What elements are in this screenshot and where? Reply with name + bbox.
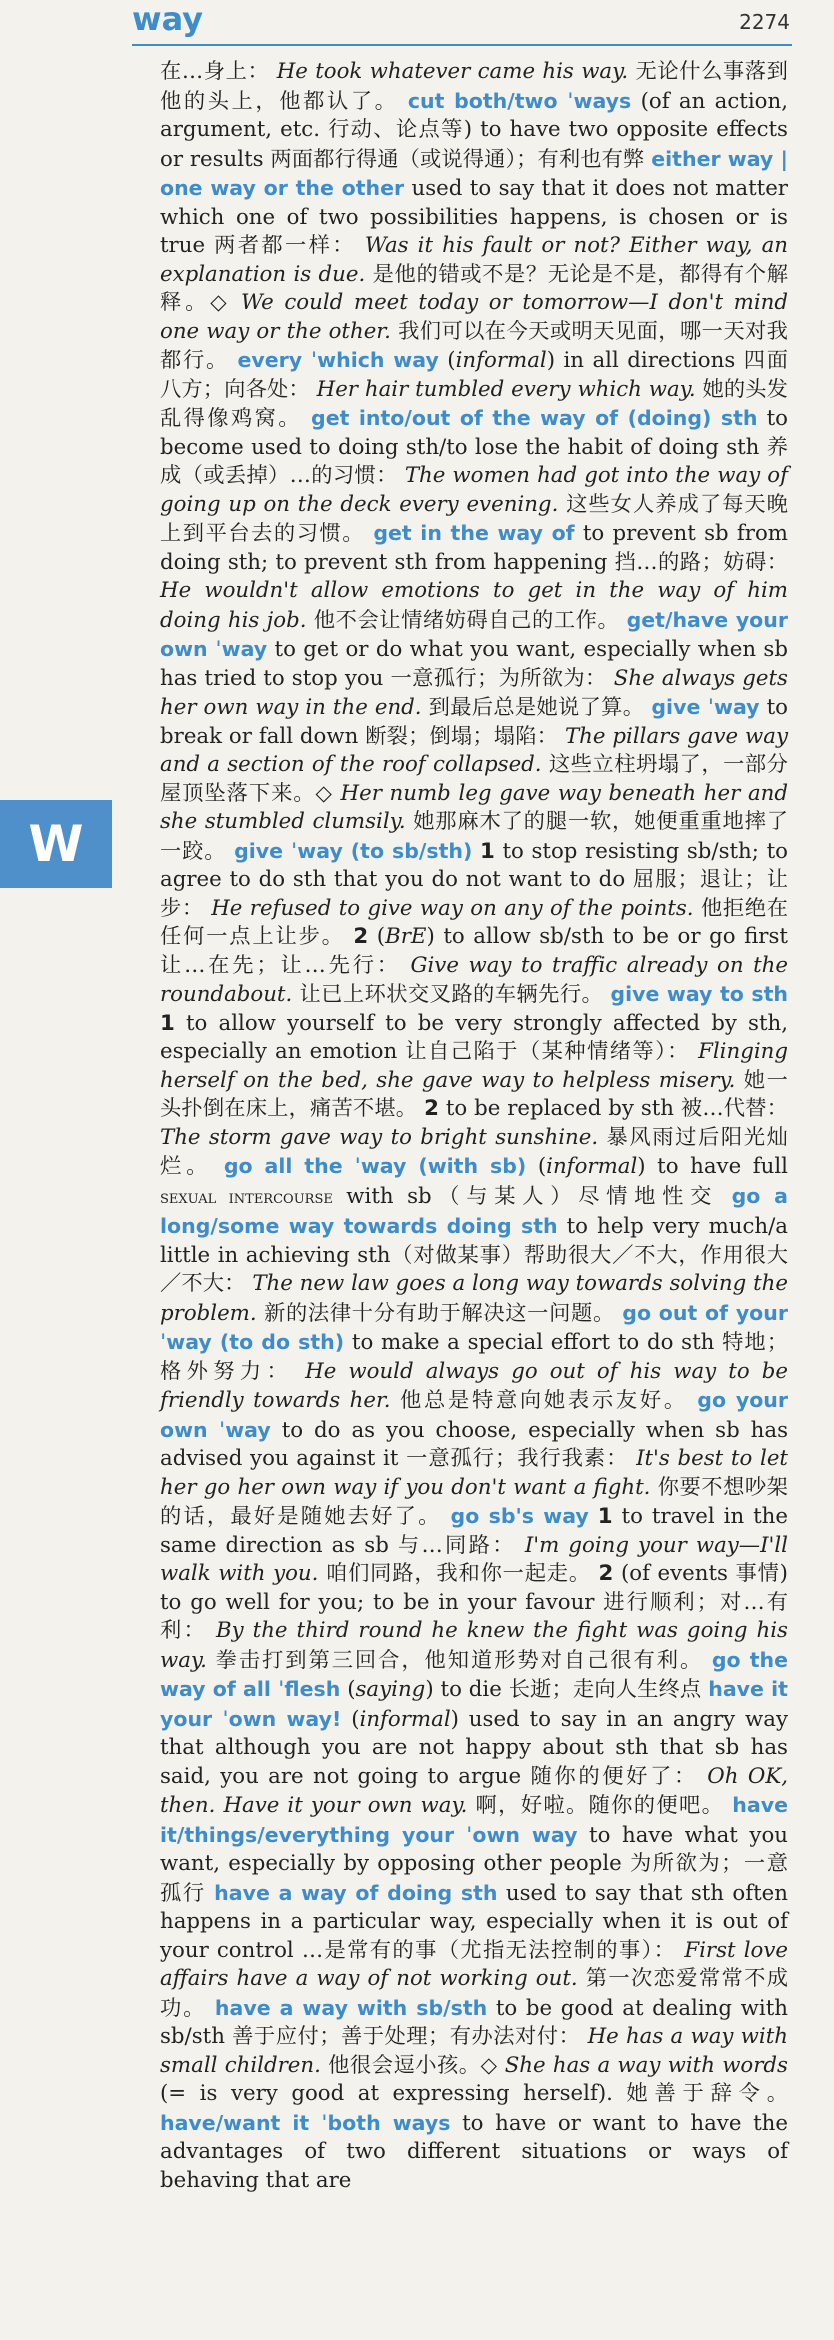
definition-text: 在…身上： bbox=[160, 59, 270, 84]
definition-text: 他总是特意向她表示友好。 bbox=[400, 1388, 688, 1413]
dictionary-entry-text bbox=[160, 58, 788, 2195]
sense-number: 2 bbox=[598, 1561, 614, 1586]
example-sentence: By the third round he knew the fight was going his way. bbox=[160, 1618, 788, 1673]
example-sentence: He refused to give way on any of the points. bbox=[211, 895, 694, 921]
example-sentence: Give way to traffic already on the roundabout. bbox=[160, 952, 788, 1007]
definition-text: 咱们同路，我和你一起走。 bbox=[325, 1561, 591, 1586]
definition-text: 让已上环状交叉路的车辆先行。 bbox=[299, 982, 604, 1007]
idiom-headword: have a way with sb/sth bbox=[214, 1995, 488, 2020]
page-header bbox=[0, 0, 834, 50]
definition-text: to break or fall down 断裂；倒塌；塌陷： bbox=[160, 695, 788, 749]
idiom-headword: cut both/two ˈways bbox=[407, 88, 632, 113]
definition-text: 他拒绝在任何一点上让步。 bbox=[160, 895, 788, 949]
idiom-headword: get/have your own ˈway bbox=[160, 607, 788, 661]
definition-text: 暴风雨过后阳光灿烂。 bbox=[160, 1124, 788, 1179]
idiom-headword: have it/things/everything your ˈown way bbox=[160, 1793, 788, 1847]
example-sentence: Her hair tumbled every which way. bbox=[316, 376, 696, 402]
example-sentence: He has a way with small children. bbox=[160, 2024, 788, 2078]
definition-text: ) to allow sb/sth to be or go first 让…在先；让…先行： bbox=[160, 924, 788, 978]
example-sentence: She always gets her own way in the end. bbox=[160, 665, 788, 720]
definition-text: ( bbox=[376, 924, 386, 949]
definition-text: used to say that it does not matter which one of two possibilities happens, is chosen or is true 两者都一样： bbox=[160, 176, 788, 258]
idiom-headword: give ˈway (to sb/sth) bbox=[234, 838, 473, 863]
definition-text: ( bbox=[351, 1706, 360, 1732]
page-number: 2274 bbox=[739, 10, 790, 34]
idiom-headword: go a long/some way towards doing sth bbox=[160, 1183, 788, 1238]
example-sentence: Flinging herself on the bed, she gave way to helpless misery. bbox=[160, 1039, 788, 1093]
definition-text: 到最后总是她说了算。 bbox=[428, 695, 645, 720]
idiom-headword: get in the way of bbox=[373, 521, 575, 545]
definition-text: 她一头扑倒在床上，痛苦不堪。 bbox=[160, 1067, 788, 1121]
usage-label: BrE bbox=[385, 924, 427, 949]
definition-text: 这些女人养成了每天晚上到平台去的习惯。 bbox=[160, 491, 788, 546]
alphabet-thumb-tab: W bbox=[0, 800, 112, 888]
idiom-headword: go your own ˈway bbox=[160, 1388, 789, 1442]
definition-text: to help very much/a little in achieving sth（对做某事）帮助很大／不大，作用很大／不大： bbox=[160, 1214, 788, 1296]
definition-text: to be replaced by sth 被…代替： bbox=[445, 1096, 788, 1121]
definition-text: to make a special effort to do sth 特地；格外努力： bbox=[160, 1330, 788, 1384]
definition-text: used to say that sth often happens in a particular way, especially when it is out of your control …是常有的事（尤指无法控制的事）： bbox=[160, 1880, 788, 1963]
usage-label: informal bbox=[455, 348, 547, 373]
definition-text: 啊，好啦。随你的便吧。 bbox=[475, 1793, 725, 1818]
sense-number: 1 bbox=[597, 1504, 613, 1529]
definition-text: to prevent sb from doing sth; to prevent sth from happening 挡…的路；妨碍： bbox=[160, 521, 788, 575]
definition-text: 她的头发乱得像鸡窝。 bbox=[160, 376, 788, 431]
small-caps-term: sexual intercourse bbox=[160, 1186, 333, 1208]
usage-label: informal bbox=[546, 1154, 638, 1179]
definition-text: to have or want to have the advantages of two different situations or ways of behaving that are bbox=[160, 2110, 788, 2193]
idiom-headword: every ˈwhich way bbox=[237, 348, 439, 372]
idiom-headword: have/want it ˈboth ways bbox=[160, 2110, 451, 2135]
definition-text: ) in all directions 四面八方；向各处： bbox=[160, 348, 788, 402]
definition-text: to have what you want, especially by opposing other people 为所欲为；一意孤行 bbox=[160, 1822, 788, 1906]
definition-text: ) to die 长逝；走向人生终点 bbox=[425, 1677, 702, 1702]
example-sentence: The new law goes a long way towards solving the problem. bbox=[160, 1271, 788, 1326]
definition-text: ) used to say in an angry way that although you are not happy about sth that sb has said, you are not going to argue 随你的便好了： bbox=[160, 1706, 788, 1789]
definition-text: 是他的错或不是？无论是不是，都得有个解释。◇ bbox=[160, 261, 788, 315]
example-sentence: He would always go out of his way to be friendly towards her. bbox=[160, 1358, 788, 1413]
definition-text: to get or do what you want, especially when sb has tried to stop you 一意孤行；为所欲为： bbox=[160, 637, 788, 691]
sense-number: 1 bbox=[480, 838, 495, 864]
example-sentence: She has a way with words bbox=[504, 2052, 788, 2078]
sense-number: 2 bbox=[424, 1096, 439, 1121]
example-sentence: He wouldn't allow emotions to get in the way of him doing his job. bbox=[160, 578, 788, 633]
usage-label: informal bbox=[359, 1706, 451, 1732]
definition-text: 无论什么事落到他的头上，他都认了。 bbox=[160, 59, 788, 114]
idiom-headword: either way | one way or the other bbox=[160, 146, 788, 200]
example-sentence: I'm going your way—I'll walk with you. bbox=[160, 1532, 788, 1586]
definition-text: (= is very good at expressing herself). 她善于辞令。 bbox=[160, 2081, 788, 2106]
header-rule bbox=[132, 44, 792, 46]
definition-text: to be good at dealing with sb/sth 善于应付；善于处理；有办法对付： bbox=[160, 1995, 788, 2049]
sense-number: 1 bbox=[160, 1010, 175, 1036]
definition-text: 拳击打到第三回合，他知道形势对自己很有利。 bbox=[215, 1647, 704, 1673]
usage-label: saying bbox=[355, 1677, 426, 1702]
definition-text: ( bbox=[447, 348, 456, 373]
example-sentence: The storm gave way to bright sunshine. bbox=[160, 1124, 599, 1150]
idiom-headword: go sb's way bbox=[450, 1504, 589, 1528]
definition-text: to stop resisting sb/sth; to agree to do sth that you do not want to do 屈服；退让；让步： bbox=[160, 838, 788, 921]
definition-text: (of events 事情) to go well for you; to be in your favour 进行顺利；对…有利： bbox=[160, 1561, 788, 1643]
definition-text: with sb（与某人）尽情地性交 bbox=[346, 1183, 719, 1209]
running-headword: way bbox=[132, 0, 204, 38]
example-sentence: The women had got into the way of going up on the deck every evening. bbox=[160, 463, 788, 517]
example-sentence: Oh OK, then. Have it your own way. bbox=[160, 1763, 788, 1818]
example-sentence: We could meet today or tomorrow—I don't mind one way or the other. bbox=[160, 290, 788, 344]
definition-text: to become used to doing sth/to lose the habit of doing sth 养成（或丢掉）…的习惯： bbox=[160, 406, 788, 488]
definition-text: 新的法律十分有助于解决这一问题。 bbox=[264, 1300, 615, 1326]
definition-text: 你要不想吵架的话，最好是随她去好了。 bbox=[160, 1474, 788, 1529]
definition-text: 这些立柱坍塌了，一部分屋顶坠落下来。◇ bbox=[160, 752, 788, 806]
definition-text: 第一次恋爱常常不成功。 bbox=[160, 1966, 788, 2021]
definition-text: ( bbox=[347, 1677, 356, 1702]
definition-text: 她那麻木了的腿一软，她便重重地摔了一跤。 bbox=[160, 809, 788, 864]
example-sentence: It's best to let her go her own way if you don't want a fight. bbox=[160, 1446, 788, 1500]
idiom-headword: go out of your ˈway (to do sth) bbox=[160, 1300, 788, 1354]
definition-text: to do as you choose, especially when sb has advised you against it 一意孤行；我行我素： bbox=[160, 1417, 788, 1471]
example-sentence: Was it his fault or not? Either way, an explanation is due. bbox=[160, 233, 788, 287]
definition-text: to travel in the same direction as sb 与…同路： bbox=[160, 1504, 788, 1558]
idiom-headword: give ˈway bbox=[651, 695, 760, 719]
definition-text: ) to have full bbox=[637, 1154, 788, 1179]
example-sentence: Her numb leg gave way beneath her and she stumbled clumsily. bbox=[160, 780, 788, 834]
idiom-headword: get into/out of the way of (doing) sth bbox=[311, 406, 758, 430]
definition-text: 他很会逗小孩。◇ bbox=[328, 2052, 498, 2078]
idiom-headword: give way to sth bbox=[610, 982, 788, 1006]
idiom-headword: have it your ˈown way! bbox=[160, 1677, 788, 1731]
example-sentence: The pillars gave way and a section of the roof collapsed. bbox=[160, 723, 788, 777]
example-sentence: He took whatever came his way. bbox=[276, 59, 629, 84]
idiom-headword: go all the ˈway (with sb) bbox=[223, 1154, 527, 1178]
idiom-headword: have a way of doing sth bbox=[214, 1880, 498, 1905]
definition-text: to allow yourself to be very strongly affected by sth, especially an emotion 让自己陷于（某种情绪等）： bbox=[160, 1010, 788, 1064]
idiom-headword: go the way of all ˈflesh bbox=[160, 1647, 788, 1701]
example-sentence: First love affairs have a way of not working out. bbox=[160, 1937, 788, 1991]
sense-number: 2 bbox=[353, 924, 369, 949]
definition-text: ( bbox=[537, 1154, 547, 1179]
definition-text: 他不会让情绪妨碍自己的工作。 bbox=[313, 607, 620, 633]
definition-text: 我们可以在今天或明天见面，哪一天对我都行。 bbox=[160, 318, 788, 373]
definition-text: (of an action, argument, etc. 行动、论点等) to have two opposite effects or results 两面都行得通（或说得通）；有利也有弊 bbox=[160, 88, 788, 172]
